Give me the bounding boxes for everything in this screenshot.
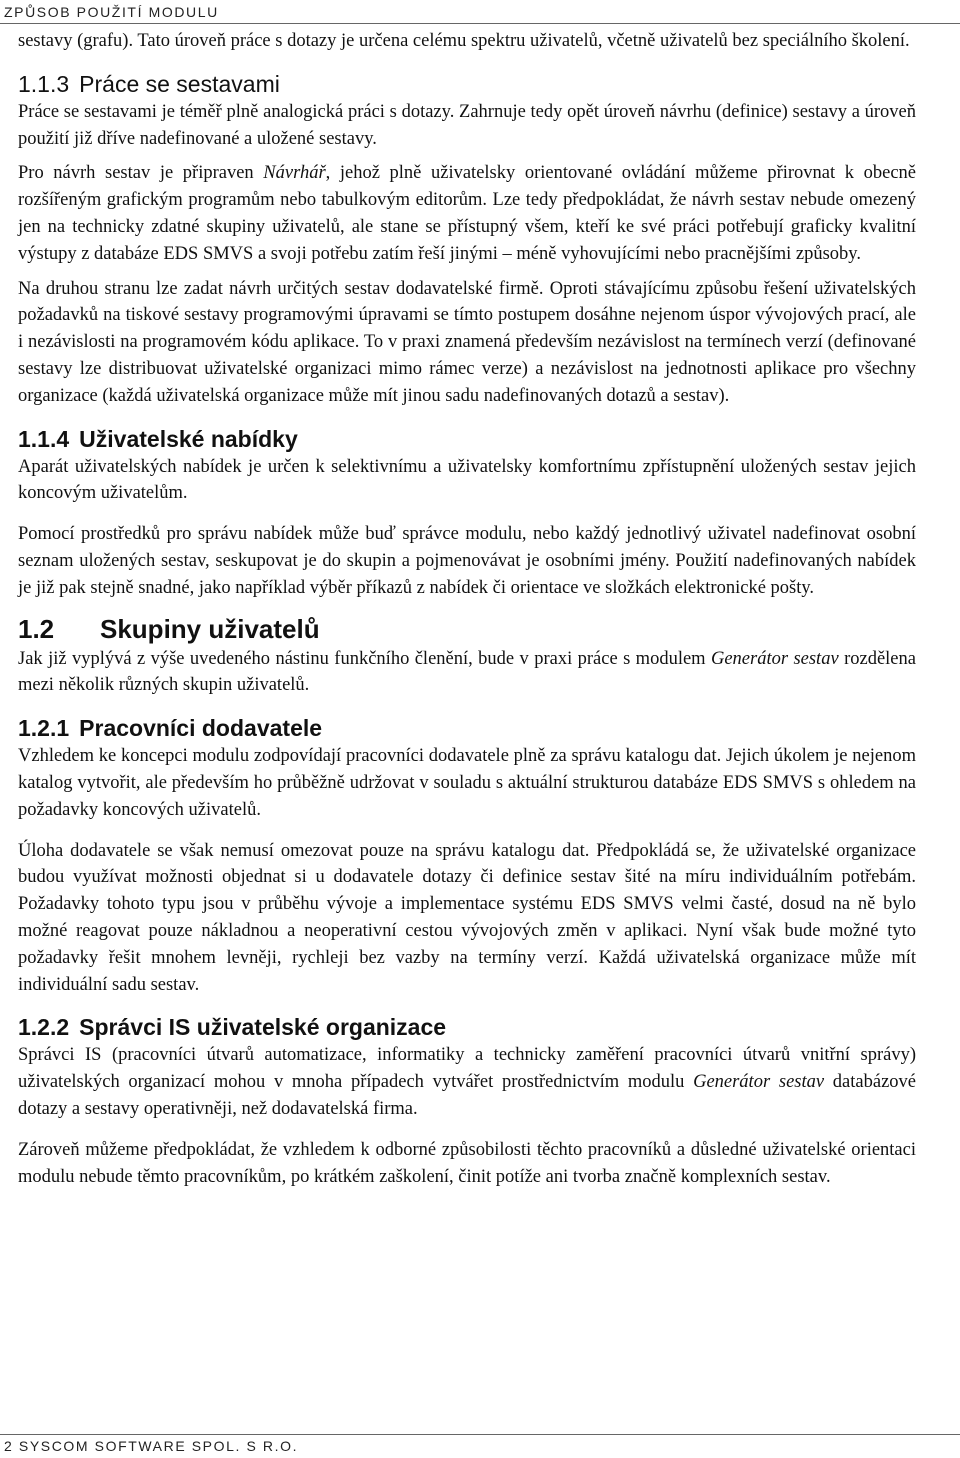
- paragraph: Úloha dodavatele se však nemusí omezovat pouze na správu katalogu dat. Předpokládá se, že uživatelské organizace budou využívat možnosti objednat si u dodavatele dotazy či definice sestav šité na míru individuálním potřebám. Požadavky tohoto typu jsou v průběhu vývoje a implementace systému EDS SMVS velmi časté, dosud na ně bylo možné reagovat pouze nákladnou a neoperativní cestou vývojových změn v aplikaci. Nyní však bude možné tyto požadavky řešit mnohem levněji, rychleji bez vazby na termíny verzí. Každá uživatelská organizace může mít individuální sadu sestav.: [18, 840, 916, 995]
- section-title: Práce se sestavami: [79, 70, 280, 97]
- text-run: databázové dotazy a sestavy operativněji, než dodavatelská firma.: [18, 1072, 916, 1119]
- heading-1-2-2: [18, 1012, 916, 1042]
- running-header: ZPŮSOB POUŽITÍ MODULU: [0, 0, 960, 24]
- text-run: , jehož plně uživatelsky orientované ovládání můžeme přirovnat k obecně rozšířeným grafickým programům nebo tabulkovým editorům. Lze tedy předpokládat, že návrh sestav nebude omezený jen na technicky zdatné skupiny uživatelů, ale stane se přístupný všem, kteří ke své práci potřebují graficky kvalitní výstupy z databáze EDS SMVS a svoji potřebu zatím řeší jinými – méně vyhovujícími nebo pracnějšími způsoby.: [18, 163, 916, 264]
- paragraph: [18, 160, 916, 267]
- heading-1-2: [18, 612, 916, 646]
- text-run: rozdělena mezi několik různých skupin uživatelů.: [18, 648, 916, 696]
- paragraph: [18, 646, 916, 700]
- paragraph: [18, 1042, 916, 1122]
- section-title: Správci IS uživatelské organizace: [79, 1014, 447, 1041]
- running-footer: 2 SYSCOM SOFTWARE SPOL. S R.O.: [0, 1434, 960, 1458]
- paragraph: Na druhou stranu lze zadat návrh určitých sestav dodavatelské firmě. Oproti stávajícímu způsobu řešení uživatelských požadavků na tiskové sestavy programovými úpravami se tímto postupem dosáhne nejenom úspor vývojových prací, ale i nezávislosti na programovém kódu aplikace. To v praxi znamená především nezávislost na termínech verzí (definované sestavy lze distribuovat uživatelské organizaci mimo rámec verze) a nezávislost na jednotnosti aplikace pro všechny organizace (každá uživatelská organizace může mít jinou sadu nadefinovaných dotazů a sestav).: [18, 278, 916, 406]
- heading-1-2-1: [18, 713, 916, 743]
- section-title: Pracovníci dodavatele: [79, 715, 323, 742]
- section-number: 1.2.1: [18, 715, 70, 742]
- text-run: Pro návrh sestav je připraven: [18, 163, 264, 184]
- paragraph: Vzhledem ke koncepci modulu zodpovídají pracovníci dodavatele plně za správu katalogu dat. Jejich úkolem je nejenom katalog vytvořit, ale především ho průběžně udržovat v souladu s aktuální strukturou databáze EDS SMVS s ohledem na požadavky koncových uživatelů.: [18, 746, 916, 820]
- heading-1-1-4: [18, 424, 916, 454]
- text-run: Jak již vyplývá z výše uvedeného nástinu funkčního členění, bude v praxi práce s modulem: [18, 648, 711, 669]
- paragraph-intro: sestavy (grafu). Tato úroveň práce s dotazy je určena celému spektru uživatelů, včetně uživatelů bez speciálního školení.: [18, 31, 910, 51]
- paragraph: Aparát uživatelských nabídek je určen k selektivnímu a uživatelsky komfortnímu zpřístupnění uložených sestav jejich koncovým uživatelům.: [18, 456, 916, 504]
- paragraph: Zároveň můžeme předpokládat, že vzhledem k odborné způsobilosti těchto pracovníků a důsledné uživatelské orientaci modulu nebude těmto pracovníkům, po krátkém zaškolení, činit potíže ani tvorba značně komplexních sestav.: [18, 1139, 916, 1187]
- section-title: Uživatelské nabídky: [79, 425, 298, 452]
- text-run: Správci IS (pracovníci útvarů automatizace, informatiky a technicky zaměření pracovníci útvarů vnitřní správy) uživatelských organizací mohou v mnoha případech vytvářet prostřednictvím modulu: [18, 1045, 916, 1093]
- heading-1-1-3: [18, 69, 916, 99]
- paragraph: Pomocí prostředků pro správu nabídek může buď správce modulu, nebo každý jednotlivý uživatel nadefinovat osobní seznam uložených sestav, seskupovat je do skupin a pojmenovávat je osobními jmény. Použití nadefinovaných nabídek je již pak stejně snadné, jako například výběr příkazů z nabídek či orientace ve složkách elektronické pošty.: [18, 524, 916, 598]
- paragraph: Práce se sestavami je téměř plně analogická práci s dotazy. Zahrnuje tedy opět úroveň návrhu (definice) sestavy a úroveň použití již dříve nadefinované a uložené sestavy.: [18, 101, 916, 149]
- emphasis-text: Návrhář: [263, 163, 326, 184]
- emphasis-text: Generátor sestav: [693, 1072, 825, 1093]
- emphasis-text: Generátor sestav: [710, 648, 839, 669]
- section-number: 1.1.4: [18, 425, 70, 452]
- section-title: Skupiny uživatelů: [100, 613, 320, 644]
- document-body: [18, 28, 916, 1198]
- section-number: 1.2.2: [18, 1014, 70, 1041]
- section-number: 1.1.3: [18, 70, 70, 97]
- section-number: 1.2: [18, 613, 55, 644]
